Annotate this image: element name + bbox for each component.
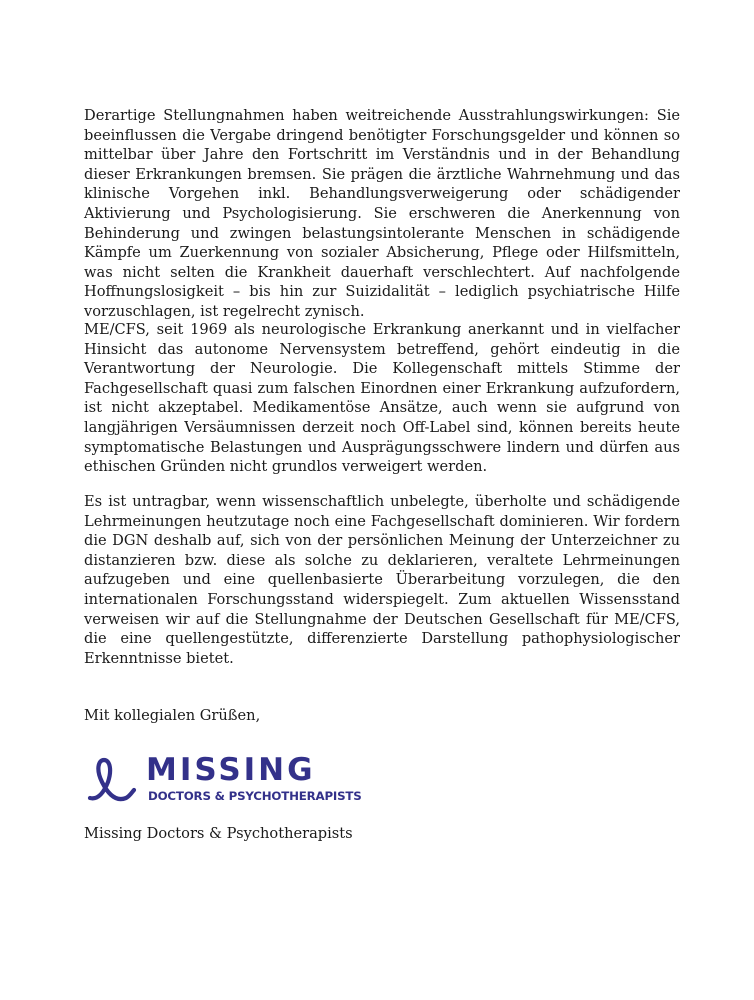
signature-name: Missing Doctors & Psychotherapists bbox=[84, 825, 353, 842]
paragraph-1: Derartige Stellungnahmen haben weitreichende Ausstrahlungswirkungen: Sie beeinflussen die Vergabe dringend benötigter Forschungsgelder und können so mittelbar über Jahre den Fortschritt im Verständnis und in der Behandlung dieser Erkrankungen bremsen. Sie prägen die ärztliche Wahrnehmung und das klinische Vorgehen inkl. Behandlungsverweigerung oder schädigender Aktivierung und Psychologisierung. Sie erschweren die Anerkennung von Behinderung und zwingen belastungsintolerante Menschen in schädigende Kämpfe um Zuerkennung von sozialer Absicherung, Pflege oder Hilfsmitteln, was nicht selten die Krankheit dauerhaft verschlechtert. Auf nachfolgende Hoffnungslosigkeit – bis hin zur Suizidalität – lediglich psychiatrische Hilfe vorzuschlagen, ist regelrecht zynisch. bbox=[84, 107, 680, 320]
paragraph-3: Es ist untragbar, wenn wissenschaftlich unbelegte, überholte und schädigende Lehrmeinungen heutzutage noch eine Fachgesellschaft dominieren. Wir fordern die DGN deshalb auf, sich von der persönlichen Meinung der Unterzeichner zu distanzieren bzw. diese als solche zu deklarieren, veraltete Lehrmeinungen aufzugeben und eine quellenbasierte Überarbeitung vorzulegen, die den internationalen Forschungsstand widerspiegelt. Zum aktuellen Wissensstand verweisen wir auf die Stellungnahme der Deutschen Gesellschaft für ME/CFS, die eine quellengestützte, differenzierte Darstellung pathophysiologischer Erkenntnisse bietet. bbox=[84, 493, 680, 667]
logo-subtitle: DOCTORS & PSYCHOTHERAPISTS bbox=[148, 789, 362, 803]
closing-salutation: Mit kollegialen Grüßen, bbox=[84, 707, 261, 724]
missing-logo bbox=[84, 752, 384, 810]
paragraph-2: ME/CFS, seit 1969 als neurologische Erkrankung anerkannt und in vielfacher Hinsicht das autonome Nervensystem betreffend, gehört eindeutig in die Verantwortung der Neurologie. Die Kollegenschaft mittels Stimme der Fachgesellschaft quasi zum falschen Einordnen einer Erkrankung aufzufordern, ist nicht akzeptabel. Medikamentöse Ansätze, auch wenn sie aufgrund von langjährigen Versäumnissen derzeit noch Off-Label sind, können bereits heute symptomatische Belastungen und Ausprägungsschwere lindern und dürfen aus ethischen Gründen nicht grundlos verweigert werden. bbox=[84, 321, 680, 476]
logo-title: MISSING bbox=[146, 752, 316, 788]
ribbon-icon bbox=[86, 756, 138, 806]
